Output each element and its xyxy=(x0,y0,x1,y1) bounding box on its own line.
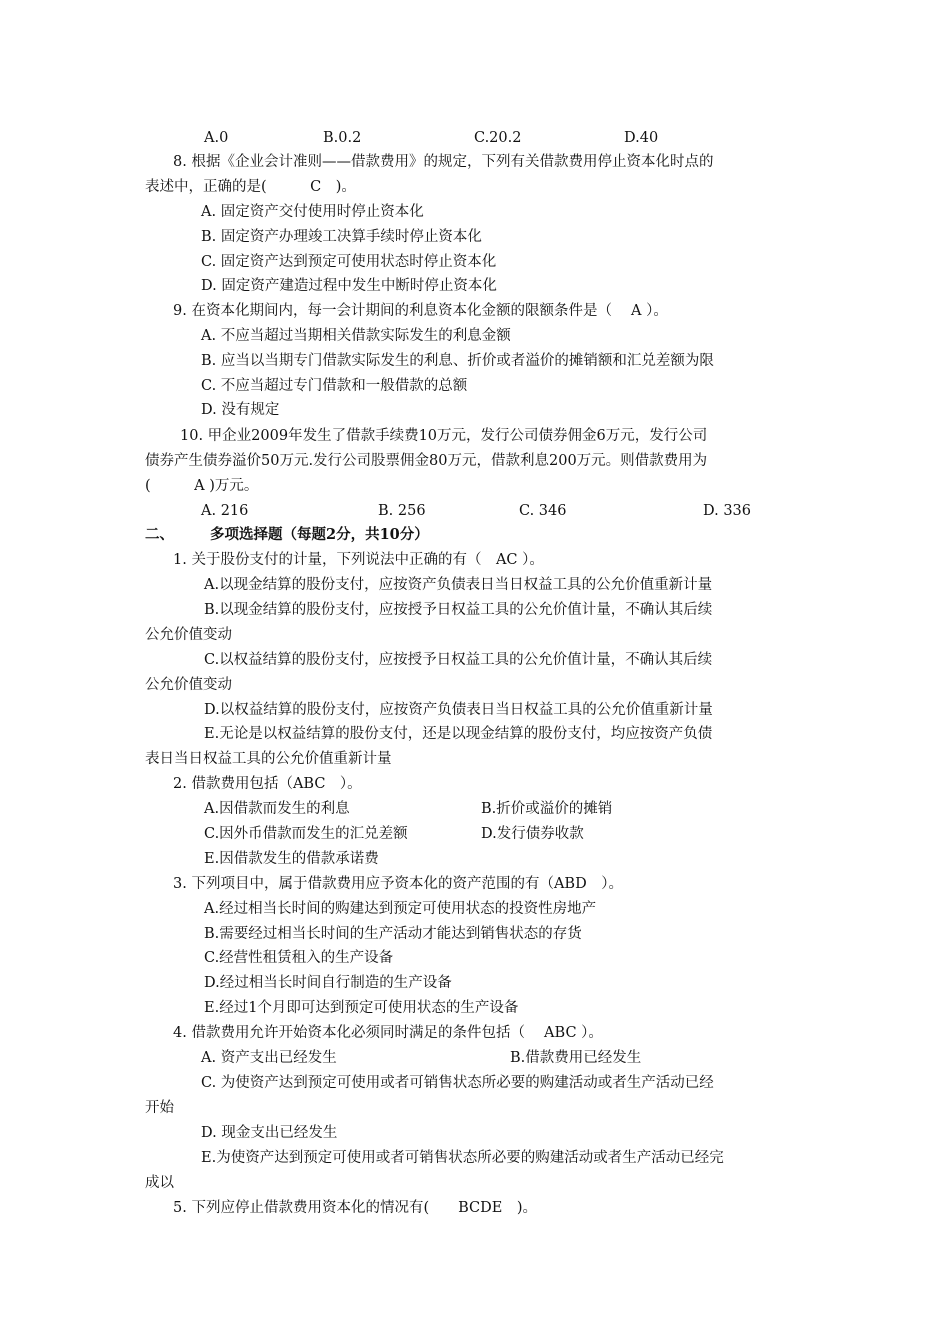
question-8-option-b: B. 固定资产办理竣工决算手续时停止资本化 xyxy=(201,229,482,245)
question-10-option-b: B. 256 xyxy=(378,503,426,519)
question-8-stem-cont: 表述中，正确的是( C )。 xyxy=(145,179,356,195)
question-8-option-c: C. 固定资产达到预定可使用状态时停止资本化 xyxy=(201,254,497,270)
multi-question-1-option-e-cont: 表日当日权益工具的公允价值重新计量 xyxy=(145,751,392,767)
multi-question-2-option-c: C.因外币借款而发生的汇兑差额 xyxy=(204,826,408,842)
question-9-stem: 9. 在资本化期间内，每一会计期间的利息资本化金额的限额条件是（ A ）。 xyxy=(173,303,668,319)
multi-question-1-option-b-cont: 公允价值变动 xyxy=(145,627,232,643)
multi-question-3-option-e: E.经过1个月即可达到预定可使用状态的生产设备 xyxy=(204,1000,519,1016)
multi-question-2-stem: 2. 借款费用包括（ABC ）。 xyxy=(173,776,362,792)
multi-question-3-option-d: D.经过相当长时间自行制造的生产设备 xyxy=(204,975,452,991)
multi-question-3-option-b: B.需要经过相当长时间的生产活动才能达到销售状态的存货 xyxy=(204,926,582,942)
question-10-option-c: C. 346 xyxy=(519,503,567,519)
section-number: 二、 xyxy=(145,526,174,543)
multi-question-4-option-c-cont: 开始 xyxy=(145,1100,174,1116)
option-a: A.0 xyxy=(204,130,229,146)
question-8-stem: 8. 根据《企业会计准则——借款费用》的规定，下列有关借款费用停止资本化时点的 xyxy=(173,154,714,170)
multi-question-1-option-b: B.以现金结算的股份支付，应按授予日权益工具的公允价值计量，不确认其后续 xyxy=(204,602,713,618)
multi-question-2-option-b: B.折价或溢价的摊销 xyxy=(481,801,613,817)
multi-question-4-option-d: D. 现金支出已经发生 xyxy=(201,1125,338,1141)
multi-question-3-stem: 3. 下列项目中，属于借款费用应予资本化的资产范围的有（ABD ）。 xyxy=(173,876,623,892)
option-c: C.20.2 xyxy=(474,130,522,146)
multi-question-4-option-e-cont: 成以 xyxy=(145,1175,174,1191)
multi-question-2-option-a: A.因借款而发生的利息 xyxy=(204,801,350,817)
question-10-stem: 10. 甲企业2009年发生了借款手续费10万元，发行公司债券佣金6万元，发行公司 xyxy=(180,428,708,444)
multi-question-3-option-c: C.经营性租赁租入的生产设备 xyxy=(204,950,394,966)
question-8-option-d: D. 固定资产建造过程中发生中断时停止资本化 xyxy=(201,278,497,294)
question-8-option-a: A. 固定资产交付使用时停止资本化 xyxy=(201,204,424,220)
multi-question-4-stem: 4. 借款费用允许开始资本化必须同时满足的条件包括（ ABC ）。 xyxy=(173,1025,603,1041)
multi-question-4-option-b: B.借款费用已经发生 xyxy=(510,1050,642,1066)
multi-question-4-option-e: E.为使资产达到预定可使用或者可销售状态所必要的购建活动或者生产活动已经完 xyxy=(201,1150,724,1166)
multi-question-1-option-a: A.以现金结算的股份支付，应按资产负债表日当日权益工具的公允价值重新计量 xyxy=(204,577,713,593)
question-9-option-a: A. 不应当超过当期相关借款实际发生的利息金额 xyxy=(201,328,511,344)
option-d: D.40 xyxy=(624,130,659,146)
question-10-option-a: A. 216 xyxy=(201,503,249,519)
multi-question-1-option-c: C.以权益结算的股份支付，应按授予日权益工具的公允价值计量，不确认其后续 xyxy=(204,652,713,668)
section-title: 多项选择题（每题2分，共10分） xyxy=(210,526,429,543)
multi-question-4-option-c: C. 为使资产达到预定可使用或者可销售状态所必要的购建活动或者生产活动已经 xyxy=(201,1075,714,1091)
multi-question-2-option-e: E.因借款发生的借款承诺费 xyxy=(204,851,379,867)
multi-question-3-option-a: A.经过相当长时间的购建达到预定可使用状态的投资性房地产 xyxy=(204,901,597,917)
question-9-option-d: D. 没有规定 xyxy=(201,402,280,418)
multi-question-1-option-e: E.无论是以权益结算的股份支付，还是以现金结算的股份支付，均应按资产负债 xyxy=(204,726,713,742)
multi-question-5-stem: 5. 下列应停止借款费用资本化的情况有( BCDE )。 xyxy=(173,1200,537,1216)
multi-question-4-option-a: A. 资产支出已经发生 xyxy=(201,1050,337,1066)
question-10-stem-cont: 债券产生债券溢价50万元.发行公司股票佣金80万元，借款利息200万元。则借款费用为 xyxy=(145,453,708,469)
multi-question-1-stem: 1. 关于股份支付的计量，下列说法中正确的有（ AC ）。 xyxy=(173,552,544,568)
question-10-stem-end: ( A )万元。 xyxy=(145,478,259,494)
question-9-option-b: B. 应当以当期专门借款实际发生的利息、折价或者溢价的摊销额和汇兑差额为限 xyxy=(201,353,714,369)
option-b: B.0.2 xyxy=(323,130,362,146)
multi-question-2-option-d: D.发行债券收款 xyxy=(481,826,584,842)
multi-question-1-option-d: D.以权益结算的股份支付，应按资产负债表日当日权益工具的公允价值重新计量 xyxy=(204,702,713,718)
multi-question-1-option-c-cont: 公允价值变动 xyxy=(145,677,232,693)
question-9-option-c: C. 不应当超过专门借款和一般借款的总额 xyxy=(201,378,468,394)
question-10-option-d: D. 336 xyxy=(703,503,752,519)
